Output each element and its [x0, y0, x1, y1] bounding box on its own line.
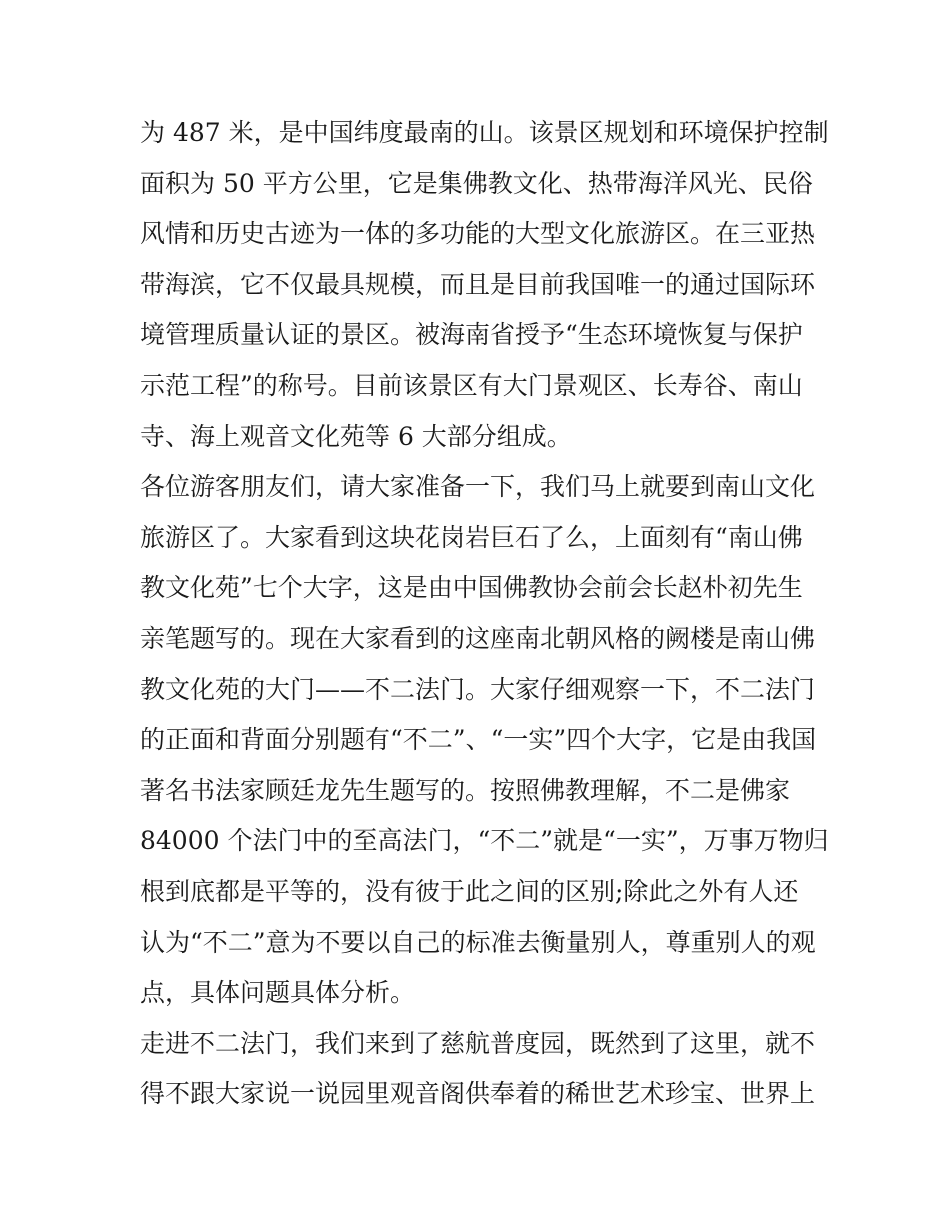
- text-line: 旅游区了。大家看到这块花岗岩巨石了么，上面刻有“南山佛: [140, 522, 803, 552]
- text-line: 各位游客朋友们，请大家准备一下，我们马上就要到南山文化: [140, 472, 816, 502]
- text-line: 带海滨，它不仅最具规模，而且是目前我国唯一的通过国际环: [140, 269, 816, 299]
- text-line: 为 487 米，是中国纬度最南的山。该景区规划和环境保护控制: [140, 118, 829, 147]
- text-line: 点，具体问题具体分析。: [140, 978, 416, 1008]
- text-line: 风情和历史古迹为一体的多功能的大型文化旅游区。在三亚热: [140, 219, 816, 249]
- text-line: 亲笔题写的。现在大家看到的这座南北朝风格的阙楼是南山佛: [140, 623, 816, 653]
- text-line: 面积为 50 平方公里，它是集佛教文化、热带海洋风光、民俗: [140, 168, 813, 198]
- text-line: 根到底都是平等的，没有彼于此之间的区别;除此之外有人还: [140, 876, 799, 906]
- text-line: 得不跟大家说一说园里观音阁供奉着的稀世艺术珍宝、世界上: [140, 1079, 816, 1109]
- text-line: 境管理质量认证的景区。被海南省授予“生态环境恢复与保护: [140, 320, 803, 350]
- text-line: 走进不二法门，我们来到了慈航普度园，既然到了这里，就不: [140, 1028, 816, 1058]
- text-line: 寺、海上观音文化苑等 6 大部分组成。: [140, 421, 572, 451]
- text-line: 教文化苑的大门——不二法门。大家仔细观察一下，不二法门: [140, 674, 816, 704]
- text-line: 认为“不二”意为不要以自己的标准去衡量别人，尊重别人的观: [140, 927, 816, 957]
- text-line: 84000 个法门中的至高法门，“不二”就是“一实”，万事万物归: [140, 826, 829, 856]
- text-line: 的正面和背面分别题有“不二”、“一实”四个大字，它是由我国: [140, 725, 817, 755]
- text-line: 教文化苑”七个大字，这是由中国佛教协会前会长赵朴初先生: [140, 573, 803, 603]
- text-line: 著名书法家顾廷龙先生题写的。按照佛教理解，不二是佛家: [140, 775, 791, 805]
- body-text: [140, 108, 830, 1120]
- text-line: 示范工程”的称号。目前该景区有大门景观区、长寿谷、南山: [140, 370, 803, 400]
